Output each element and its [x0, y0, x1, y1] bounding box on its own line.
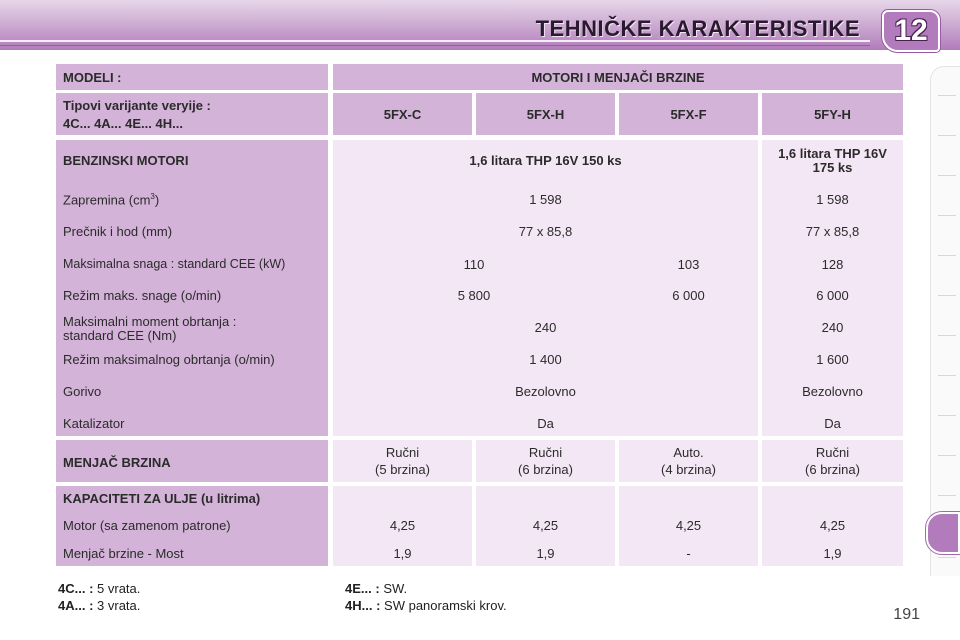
- rail-notch: [938, 557, 956, 558]
- chapter-number: 12: [894, 14, 928, 47]
- spec-value: 128: [821, 257, 844, 272]
- spec-label-max-torque-line2: standard CEE (Nm): [63, 328, 177, 343]
- gearbox-type: Ručni: [385, 445, 420, 460]
- oil-gearbox-value: 1,9: [823, 546, 842, 561]
- gearbox-type: Auto.: [673, 445, 704, 460]
- oil-heading: KAPACITETI ZA ULJE (u litrima): [63, 491, 261, 506]
- gearbox-speeds: (4 brzina): [661, 462, 716, 477]
- rail-notch: [938, 95, 956, 96]
- spec-label-text: ): [154, 192, 160, 208]
- spec-label-max-power: Maksimalna snaga : standard CEE (kW): [63, 257, 286, 271]
- gearbox-code: 5FX-F: [670, 107, 707, 122]
- spec-value: Da: [537, 416, 554, 431]
- oil-engine-value: 4,25: [819, 518, 846, 533]
- spec-value: 1 600: [816, 352, 849, 367]
- footnote-key: 4H... :: [345, 598, 381, 613]
- spec-value: Bezolovno: [802, 384, 863, 399]
- spec-value: 1 598: [816, 192, 849, 207]
- spec-label-displacement: [63, 192, 159, 207]
- oil-gearbox-label: Menjač brzine - Most: [63, 546, 184, 561]
- rail-notch: [938, 495, 956, 496]
- spec-value: 5 800: [457, 288, 491, 303]
- spec-value: Da: [824, 416, 841, 431]
- gearbox-code: 5FX-H: [526, 107, 565, 122]
- oil-gearbox-value: -: [686, 546, 691, 561]
- gearbox-code: 5FY-H: [814, 107, 851, 122]
- spec-value: 240: [534, 320, 557, 335]
- footnote-text: SW.: [383, 581, 408, 596]
- gearbox-type: Ručni: [815, 445, 850, 460]
- petrol-heading: BENZINSKI MOTORI: [63, 153, 189, 168]
- oil-gearbox-value: 1,9: [536, 546, 555, 561]
- gearbox-speeds: (6 brzina): [518, 462, 573, 477]
- rail-notch: [938, 375, 956, 376]
- side-tab-rail: [930, 66, 960, 576]
- spec-value: 1 598: [529, 192, 562, 207]
- footnote: [58, 598, 140, 613]
- spec-label-max-torque-rpm: Režim maksimalnog obrtanja (o/min): [63, 352, 275, 367]
- spec-value: 240: [821, 320, 844, 335]
- footnote-key: 4A... :: [58, 598, 94, 613]
- gearbox-heading: MENJAČ BRZINA: [63, 455, 171, 470]
- spec-value: 1 400: [529, 352, 562, 367]
- oil-gearbox-value: 1,9: [393, 546, 412, 561]
- chapter-badge[interactable]: [882, 10, 940, 52]
- spec-label-catalyst: Katalizator: [63, 416, 125, 431]
- superscript: 3: [150, 192, 155, 201]
- spec-label-bore-stroke: Prečnik i hod (mm): [63, 224, 173, 239]
- engine-a-name: 1,6 litara THP 16V 150 ks: [469, 153, 622, 168]
- spec-value: 110: [463, 257, 485, 272]
- variants-label-line1: Tipovi varijante veryije :: [63, 98, 211, 113]
- spec-label-fuel: Gorivo: [63, 384, 102, 399]
- rail-notch: [938, 415, 956, 416]
- oil-engine-label: Motor (sa zamenom patrone): [63, 518, 231, 533]
- page-number: 191: [893, 606, 920, 623]
- footnote-key: 4E... :: [345, 581, 380, 596]
- oil-engine-value: 4,25: [389, 518, 416, 533]
- spec-value: 77 x 85,8: [518, 224, 573, 239]
- side-tab-active[interactable]: [926, 512, 960, 554]
- rail-notch: [938, 335, 956, 336]
- spec-label-max-power-rpm: Režim maks. snage (o/min): [63, 288, 222, 303]
- rail-notch: [938, 295, 956, 296]
- page-title: TEHNIČKE KARAKTERISTIKE: [535, 16, 860, 41]
- spec-value: 6 000: [816, 288, 849, 303]
- spec-value: 77 x 85,8: [805, 224, 860, 239]
- engines-gearbox-label: MOTORI I MENJAČI BRZINE: [531, 70, 705, 85]
- oil-engine-value: 4,25: [675, 518, 702, 533]
- footnote: [58, 581, 140, 596]
- engine-b-name-line2: 175 ks: [812, 160, 853, 175]
- footnote-text: 5 vrata.: [97, 581, 141, 596]
- spec-value: 103: [677, 257, 700, 272]
- footnote-key: 4C... :: [58, 581, 94, 596]
- models-label: MODELI :: [63, 70, 122, 85]
- rail-notch: [938, 175, 956, 176]
- spec-label-max-torque-line1: Maksimalni moment obrtanja :: [63, 314, 237, 329]
- footnote-text: SW panoramski krov.: [384, 598, 507, 613]
- spec-value: Bezolovno: [515, 384, 576, 399]
- variants-label-line2: 4C... 4A... 4E... 4H...: [63, 116, 183, 131]
- rail-notch: [938, 255, 956, 256]
- gearbox-code: 5FX-C: [383, 107, 422, 122]
- footnote: [345, 581, 407, 596]
- rail-notch: [938, 135, 956, 136]
- header-rule-shadow: [0, 45, 870, 46]
- spec-value: 6 000: [672, 288, 705, 303]
- footnote: [345, 598, 507, 613]
- engine-b-name-line1: 1,6 litara THP 16V: [778, 146, 887, 161]
- oil-engine-value: 4,25: [532, 518, 559, 533]
- gearbox-type: Ručni: [528, 445, 563, 460]
- gearbox-speeds: (6 brzina): [805, 462, 860, 477]
- rail-notch: [938, 455, 956, 456]
- gearbox-speeds: (5 brzina): [375, 462, 430, 477]
- footnote-text: 3 vrata.: [97, 598, 141, 613]
- spec-label-text: Zapremina (cm: [63, 192, 151, 208]
- rail-notch: [938, 215, 956, 216]
